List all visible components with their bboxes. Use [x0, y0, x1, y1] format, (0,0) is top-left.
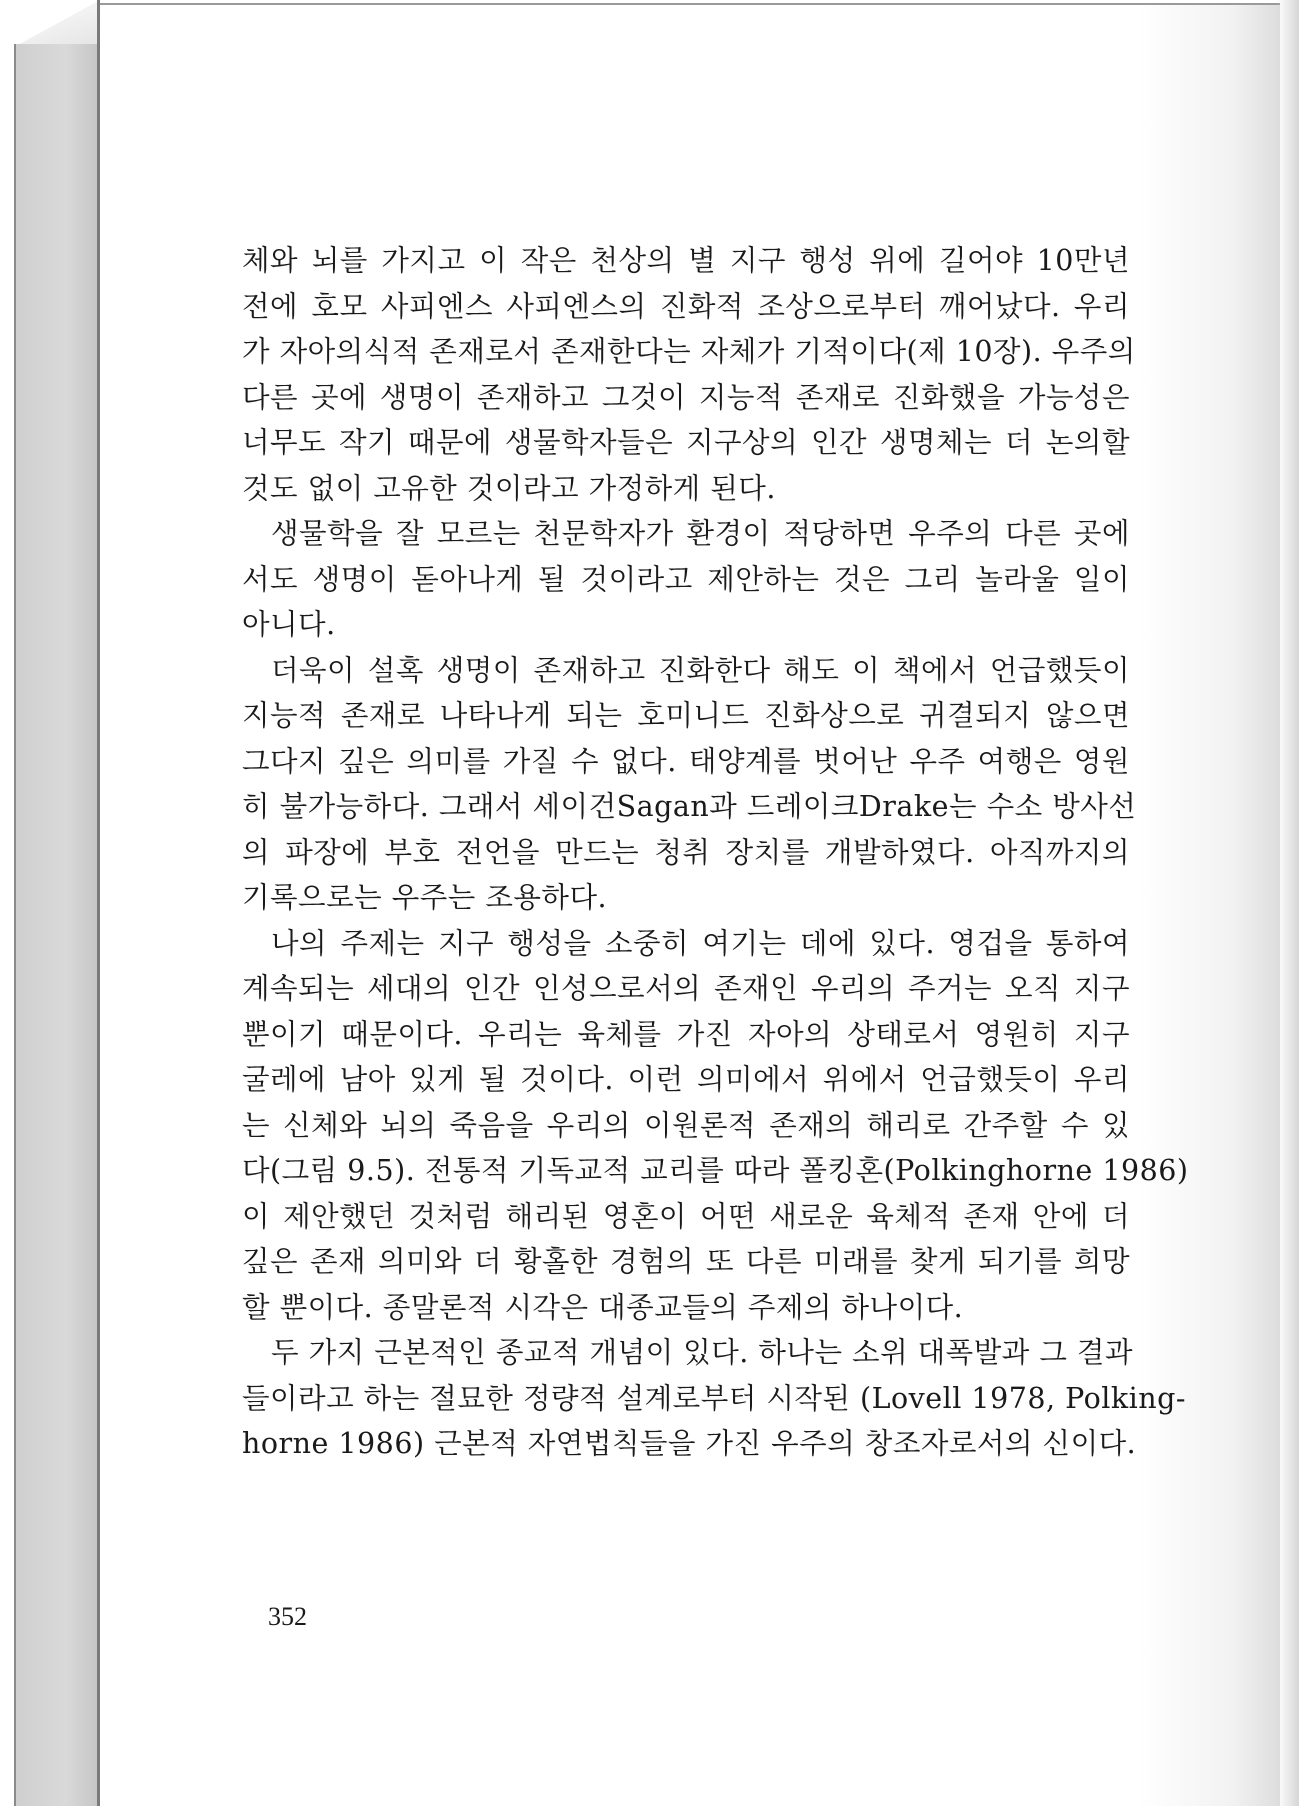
- text-line: 계속되는 세대의 인간 인성으로서의 존재인 우리의 주거는 오직 지구: [242, 972, 1130, 1005]
- page-number: 352: [268, 1602, 307, 1631]
- text-line: 깊은 존재 의미와 더 황홀한 경험의 또 다른 미래를 찾게 되기를 희망: [242, 1245, 1130, 1278]
- text-line: 는 신체와 뇌의 죽음을 우리의 이원론적 존재의 해리로 간주할 수 있: [242, 1108, 1130, 1142]
- paragraph: [242, 1330, 1186, 1467]
- text-line: 다른 곳에 생명이 존재하고 그것이 지능적 존재로 진화했을 가능성은: [242, 380, 1130, 414]
- page-edge-shadow: [1277, 0, 1299, 1806]
- text-line: 가 자아의식적 존재로서 존재한다는 자체가 기적이다(제 10장). 우주의: [242, 335, 1136, 368]
- text-line: 지능적 존재로 나타나게 되는 호미니드 진화상으로 귀결되지 않으면: [242, 699, 1130, 732]
- paragraph: [242, 511, 1130, 648]
- text-line: 더욱이 설혹 생명이 존재하고 진화한다 해도 이 책에서 언급했듯이: [271, 653, 1130, 687]
- text-line: 아니다.: [242, 608, 336, 641]
- text-line: 굴레에 남아 있게 될 것이다. 이런 의미에서 위에서 언급했듯이 우리: [242, 1063, 1130, 1096]
- text-line: 의 파장에 부호 전언을 만드는 청취 장치를 개발하였다. 아직까지의: [242, 835, 1130, 869]
- text-line: horne 1986) 근본적 자연법칙들을 가진 우주의 창조자로서의 신이다.: [242, 1427, 1137, 1460]
- text-line: 너무도 작기 때문에 생물학자들은 지구상의 인간 생명체는 더 논의할: [242, 426, 1130, 459]
- text-line: 것도 없이 고유한 것이라고 가정하게 된다.: [242, 471, 776, 505]
- text-line: 두 가지 근본적인 종교적 개념이 있다. 하나는 소위 대폭발과 그 결과: [271, 1336, 1133, 1369]
- book-spine: [14, 44, 98, 1806]
- paragraph: [242, 238, 1136, 511]
- text-line: 전에 호모 사피엔스 사피엔스의 진화적 조상으로부터 깨어났다. 우리: [242, 289, 1130, 323]
- text-line: 생물학을 잘 모르는 천문학자가 환경이 적당하면 우주의 다른 곳에: [271, 517, 1130, 550]
- text-line: 이 제안했던 것처럼 해리된 영혼이 어떤 새로운 육체적 존재 안에 더: [242, 1199, 1130, 1233]
- book-top-bevel: [14, 0, 100, 47]
- text-line: 뿐이기 때문이다. 우리는 육체를 가진 자아의 상태로서 영원히 지구: [242, 1017, 1130, 1051]
- text-line: 서도 생명이 돋아나게 될 것이라고 제안하는 것은 그리 놀라울 일이: [242, 562, 1130, 596]
- page-body-text: [242, 238, 1189, 1467]
- spine-edge: [97, 0, 100, 1806]
- text-line: 들이라고 하는 절묘한 정량적 설계로부터 시작된 (Lovell 1978, Polking-: [242, 1381, 1186, 1415]
- paragraph: [242, 921, 1189, 1331]
- text-line: 나의 주제는 지구 행성을 소중히 여기는 데에 있다. 영겁을 통하여: [271, 926, 1130, 960]
- text-line: 기록으로는 우주는 조용하다.: [242, 881, 608, 914]
- text-line: 다(그림 9.5). 전통적 기독교적 교리를 따라 폴킹혼(Polkinghorne 1986): [242, 1154, 1189, 1187]
- text-line: 그다지 깊은 의미를 가질 수 없다. 태양계를 벗어난 우주 여행은 영원: [242, 744, 1130, 778]
- paragraph: [242, 648, 1137, 921]
- text-line: 히 불가능하다. 그래서 세이건Sagan과 드레이크Drake는 수소 방사선: [242, 790, 1137, 823]
- text-line: 체와 뇌를 가지고 이 작은 천상의 별 지구 행성 위에 길어야 10만년: [242, 244, 1130, 277]
- text-line: 할 뿐이다. 종말론적 시각은 대종교들의 주제의 하나이다.: [242, 1290, 964, 1324]
